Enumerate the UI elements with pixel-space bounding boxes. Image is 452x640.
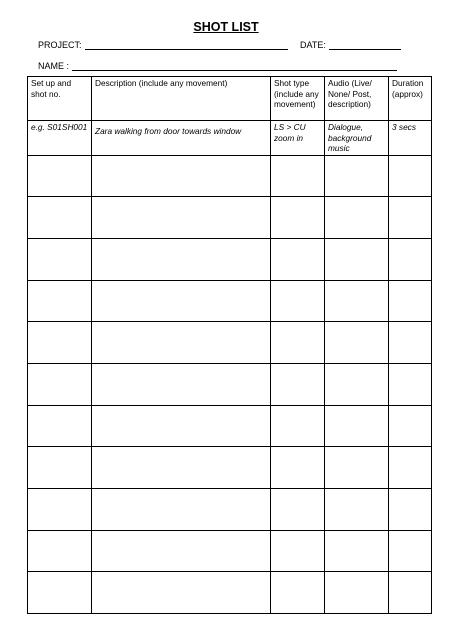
example-setup: e.g. S01SH001 bbox=[28, 121, 92, 156]
page-title bbox=[0, 20, 452, 34]
cell-description[interactable] bbox=[92, 363, 271, 405]
cell-audio[interactable] bbox=[325, 322, 389, 364]
cell-duration[interactable] bbox=[389, 489, 432, 531]
cell-audio[interactable] bbox=[325, 238, 389, 280]
cell-audio[interactable] bbox=[325, 197, 389, 239]
project-field bbox=[38, 40, 288, 50]
cell-audio[interactable] bbox=[325, 572, 389, 614]
cell-description[interactable] bbox=[92, 280, 271, 322]
cell-duration[interactable] bbox=[389, 363, 432, 405]
cell-shot-type[interactable] bbox=[271, 530, 325, 572]
table-header-row bbox=[28, 77, 432, 121]
cell-description[interactable] bbox=[92, 322, 271, 364]
cell-shot-type[interactable] bbox=[271, 572, 325, 614]
cell-setup[interactable] bbox=[28, 405, 92, 447]
cell-shot-type[interactable] bbox=[271, 489, 325, 531]
table-row bbox=[28, 238, 432, 280]
column-header-audio: Audio (Live/ None/ Post, description) bbox=[325, 77, 389, 121]
shot-list-table bbox=[27, 76, 432, 614]
cell-duration[interactable] bbox=[389, 405, 432, 447]
cell-audio[interactable] bbox=[325, 489, 389, 531]
column-header-setup: Set up and shot no. bbox=[28, 77, 92, 121]
cell-audio[interactable] bbox=[325, 405, 389, 447]
cell-audio[interactable] bbox=[325, 363, 389, 405]
cell-setup[interactable] bbox=[28, 489, 92, 531]
cell-shot-type[interactable] bbox=[271, 447, 325, 489]
cell-description[interactable] bbox=[92, 447, 271, 489]
cell-audio[interactable] bbox=[325, 447, 389, 489]
cell-description[interactable] bbox=[92, 530, 271, 572]
cell-description[interactable] bbox=[92, 197, 271, 239]
cell-setup[interactable] bbox=[28, 447, 92, 489]
cell-setup[interactable] bbox=[28, 530, 92, 572]
table-row bbox=[28, 489, 432, 531]
cell-duration[interactable] bbox=[389, 280, 432, 322]
cell-duration[interactable] bbox=[389, 530, 432, 572]
column-header-duration: Duration (approx) bbox=[389, 77, 432, 121]
cell-shot-type[interactable] bbox=[271, 405, 325, 447]
column-header-shot-type: Shot type (include any movement) bbox=[271, 77, 325, 121]
cell-shot-type[interactable] bbox=[271, 280, 325, 322]
empty-rows-body bbox=[28, 155, 432, 614]
cell-duration[interactable] bbox=[389, 447, 432, 489]
table-row bbox=[28, 197, 432, 239]
cell-description[interactable] bbox=[92, 155, 271, 197]
cell-shot-type[interactable] bbox=[271, 155, 325, 197]
table-row bbox=[28, 447, 432, 489]
table-row bbox=[28, 363, 432, 405]
example-description: Zara walking from door towards window bbox=[92, 121, 271, 156]
table-row bbox=[28, 155, 432, 197]
project-label: PROJECT: bbox=[38, 40, 82, 50]
cell-description[interactable] bbox=[92, 405, 271, 447]
cell-duration[interactable] bbox=[389, 197, 432, 239]
cell-setup[interactable] bbox=[28, 322, 92, 364]
name-input-line[interactable] bbox=[72, 61, 397, 71]
cell-setup[interactable] bbox=[28, 572, 92, 614]
cell-duration[interactable] bbox=[389, 572, 432, 614]
cell-shot-type[interactable] bbox=[271, 322, 325, 364]
example-duration: 3 secs bbox=[389, 121, 432, 156]
date-label: DATE: bbox=[300, 40, 326, 50]
title-text: SHOT LIST bbox=[193, 20, 259, 34]
cell-setup[interactable] bbox=[28, 280, 92, 322]
cell-duration[interactable] bbox=[389, 322, 432, 364]
table-row bbox=[28, 530, 432, 572]
column-header-description: Description (include any movement) bbox=[92, 77, 271, 121]
cell-description[interactable] bbox=[92, 572, 271, 614]
cell-description[interactable] bbox=[92, 238, 271, 280]
cell-audio[interactable] bbox=[325, 280, 389, 322]
project-input-line[interactable] bbox=[85, 40, 288, 50]
cell-audio[interactable] bbox=[325, 530, 389, 572]
cell-setup[interactable] bbox=[28, 238, 92, 280]
cell-description[interactable] bbox=[92, 489, 271, 531]
name-field bbox=[38, 61, 397, 71]
cell-shot-type[interactable] bbox=[271, 197, 325, 239]
example-audio: Dialogue, background music bbox=[325, 121, 389, 156]
cell-shot-type[interactable] bbox=[271, 238, 325, 280]
cell-setup[interactable] bbox=[28, 197, 92, 239]
table-row bbox=[28, 405, 432, 447]
table-row bbox=[28, 280, 432, 322]
cell-setup[interactable] bbox=[28, 155, 92, 197]
cell-duration[interactable] bbox=[389, 155, 432, 197]
date-field bbox=[300, 40, 401, 50]
cell-shot-type[interactable] bbox=[271, 363, 325, 405]
example-shot-type: LS > CU zoom in bbox=[271, 121, 325, 156]
date-input-line[interactable] bbox=[329, 40, 401, 50]
example-row bbox=[28, 121, 432, 156]
cell-setup[interactable] bbox=[28, 363, 92, 405]
table-row bbox=[28, 572, 432, 614]
name-label: NAME : bbox=[38, 61, 70, 71]
cell-audio[interactable] bbox=[325, 155, 389, 197]
cell-duration[interactable] bbox=[389, 238, 432, 280]
table-row bbox=[28, 322, 432, 364]
